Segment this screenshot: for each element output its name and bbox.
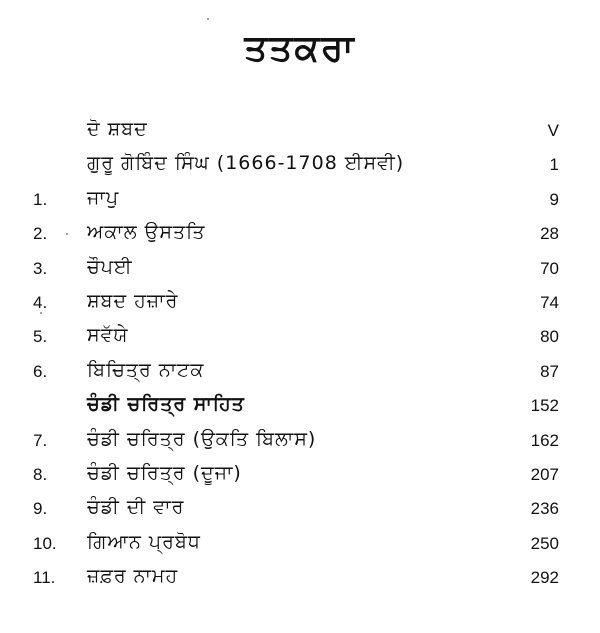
entry-page: V	[547, 121, 559, 140]
entry-title: ਬਿਚਿਤ੍ਰ ਨਾਟਕ	[87, 358, 205, 381]
entry-number: 1.	[33, 189, 48, 209]
entry-title: ਜ਼ਫ਼ਰ ਨਾਮਹ	[87, 565, 179, 588]
entry-number: 8.	[33, 464, 48, 484]
entry-number: 10.	[33, 533, 57, 553]
entry-title: ਚੰਡੀ ਚਰਿਤ੍ਰ (ਉਕਤਿ ਬਿਲਾਸ)	[87, 427, 317, 450]
entry-title: ਗਿਆਨ ਪ੍ਰਬੋਧ	[87, 530, 201, 553]
entry-page: 28	[540, 224, 559, 244]
entry-number: 2.	[33, 224, 48, 244]
toc-list	[0, 117, 600, 598]
entry-title: ਚੰਡੀ ਚਰਿਤ੍ਰ (ਦੂਜਾ)	[87, 461, 242, 484]
entry-title-section: ਚੰਡੀ ਚਰਿਤ੍ਰ ਸਾਹਿਤ	[87, 393, 245, 416]
entry-page: 250	[530, 533, 559, 553]
entry-number: 5.	[33, 327, 48, 347]
entry-title: ਸ਼ਬਦ ਹਜ਼ਾਰੇ	[87, 289, 179, 312]
toc-row	[0, 495, 600, 529]
entry-title: ਦੋ ਸ਼ਬਦ	[87, 118, 148, 140]
toc-row	[0, 461, 600, 495]
entry-number: 3.	[33, 258, 48, 278]
toc-row	[0, 220, 600, 254]
entry-title: ਅਕਾਲ ਉਸਤਤਿ	[87, 221, 206, 244]
entry-number: 9.	[33, 499, 48, 519]
entry-number: 4.	[33, 292, 48, 312]
entry-page: 162	[530, 430, 559, 450]
entry-page: 152	[530, 396, 559, 416]
entry-page: 70	[540, 258, 559, 278]
toc-row	[0, 530, 600, 564]
scan-speck	[207, 18, 209, 20]
scan-speck	[66, 233, 68, 235]
entry-page: 292	[530, 568, 559, 588]
toc-row	[0, 427, 600, 461]
entry-page: 9	[549, 189, 559, 209]
toc-row	[0, 564, 600, 598]
entry-page: 236	[530, 499, 559, 519]
entry-page: 87	[540, 361, 559, 381]
toc-row	[0, 392, 600, 426]
entry-number: 11.	[33, 568, 56, 588]
entry-page: 207	[530, 464, 559, 484]
entry-page: 1	[549, 155, 559, 175]
entry-number: 6.	[33, 361, 48, 381]
entry-page: 80	[540, 327, 559, 347]
toc-row	[0, 117, 600, 151]
entry-title: ਗੁਰੂ ਗੋਬਿੰਦ ਸਿੰਘ (1666-1708 ਈਸਵੀ)	[87, 152, 405, 175]
toc-row	[0, 289, 600, 323]
page-title: ਤਤਕਰਾ	[244, 28, 356, 69]
toc-row	[0, 358, 600, 392]
entry-title: ਜਾਪੁ	[87, 186, 120, 209]
toc-row	[0, 151, 600, 185]
entry-title: ਚੌਪਈ	[87, 255, 133, 278]
toc-row	[0, 186, 600, 220]
entry-title: ਸਵੱਯੇ	[87, 324, 129, 347]
entry-title: ਚੰਡੀ ਦੀ ਵਾਰ	[87, 496, 185, 519]
scan-speck	[40, 312, 42, 314]
toc-row	[0, 323, 600, 357]
entry-page: 74	[540, 292, 559, 312]
entry-number: 7.	[33, 430, 48, 450]
toc-row	[0, 255, 600, 289]
